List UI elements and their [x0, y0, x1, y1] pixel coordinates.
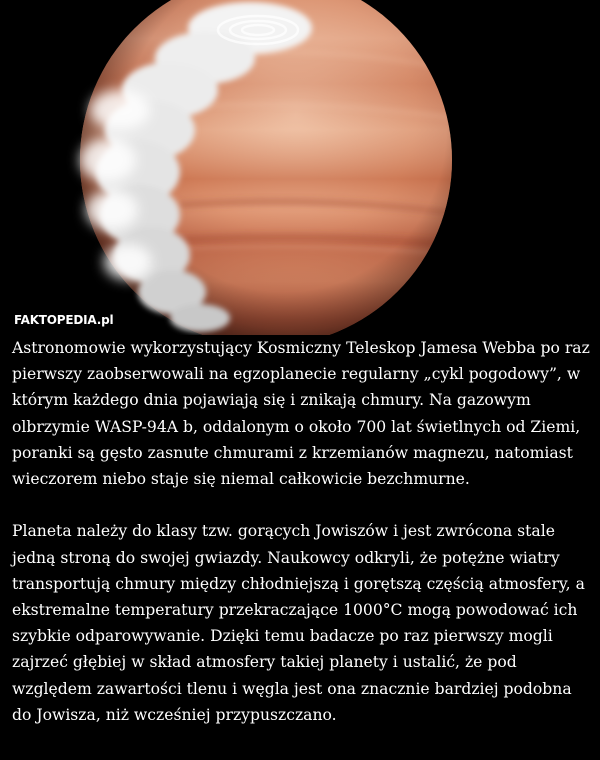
paragraph-1: Astronomowie wykorzystujący Kosmiczny Teleskop Jamesa Webba po raz pierwszy zaobserwowali na egzoplanecie regularny „cykl pogodowy”, w którym każdego dnia pojawiają się i znikają chmury. Na gazowym olbrzymie WASP-94A b, oddalonym o około 700 lat świetlnych od Ziemi, poranki są gęsto zasnute chmurami z krzemianów magnezu, natomiast wieczorem niebo staje się niemal całkowicie bezchmurne.: [12, 339, 590, 489]
planet-illustration-icon: [0, 0, 600, 335]
watermark: FAKTOPEDIA.pl: [14, 313, 114, 327]
paragraph-2: Planeta należy do klasy tzw. gorących Jowiszów i jest zwrócona stale jedną stroną do swojej gwiazdy. Naukowcy odkryli, że potężne wiatry transportują chmury między chłodniejszą i gorętszą częścią atmosfery, a ekstremalne temperatury przekraczające 1000°C mogą powodować ich szybkie odparowywanie. Dzięki temu badacze po raz pierwszy mogli zajrzeć głębiej w skład atmosfery takiej planety i ustalić, że pod względem zawartości tlenu i węgla jest ona znacznie bardziej podobna do Jowisza, niż wcześniej przypuszczano.: [12, 522, 585, 724]
hero-image: [0, 0, 600, 335]
article-text: [12, 335, 592, 728]
